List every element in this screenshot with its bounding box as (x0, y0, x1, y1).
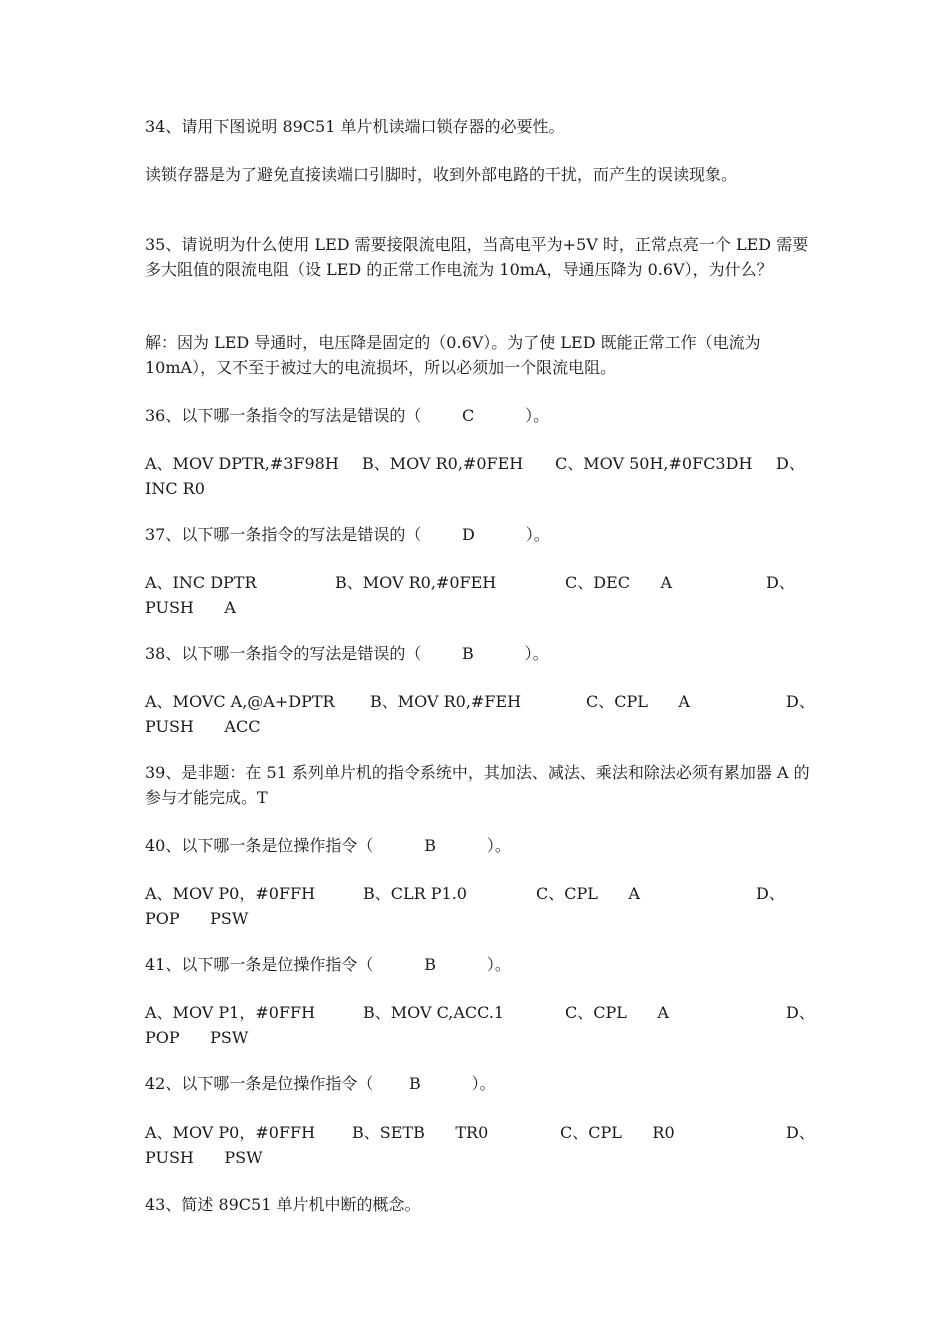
q38-option-a: A、MOVC A,@A+DPTR (145, 692, 335, 711)
q35-question: 35、请说明为什么使用 LED 需要接限流电阻，当高电平为+5V 时，正常点亮一个 LED 需要多大阻值的限流电阻（设 LED 的正常工作电流为 10mA，导通压降为 0.6V），为什么？ (145, 235, 809, 279)
q39-statement: 39、是非题：在 51 系列单片机的指令系统中，其加法、减法、乘法和除法必须有累加器 A 的参与才能完成。T (145, 763, 810, 807)
q37-option-a: A、INC DPTR (145, 573, 257, 592)
q41-question: 41、以下哪一条是位操作指令（ B ）。 (145, 955, 511, 974)
q36-option-d: D、 (776, 454, 805, 473)
q36-option-c: C、MOV 50H,#0FC3DH (555, 454, 753, 473)
q43-question: 43、简述 89C51 单片机中断的概念。 (145, 1195, 421, 1214)
q38-option-d: D、 (786, 692, 815, 711)
q40-option-b: B、CLR P1.0 (363, 884, 467, 903)
q36-option-b: B、MOV R0,#0FEH (362, 454, 524, 473)
q38-option-d-text: PUSH ACC (145, 717, 261, 736)
q42-option-b: B、SETB TR0 (352, 1123, 489, 1142)
q40-question: 40、以下哪一条是位操作指令（ B ）。 (145, 836, 511, 855)
q36-option-d-text: INC R0 (145, 479, 205, 498)
q37-option-b: B、MOV R0,#0FEH (335, 573, 497, 592)
q40-option-d: D、 (756, 884, 785, 903)
q38-option-b: B、MOV R0,#FEH (370, 692, 522, 711)
q40-option-c: C、CPL A (536, 884, 640, 903)
q42-option-a: A、MOV P0，#0FFH (145, 1123, 316, 1142)
q41-option-d: D、 (786, 1003, 815, 1022)
q36-question: 36、以下哪一条指令的写法是错误的（ C ）。 (145, 406, 550, 425)
q41-option-a: A、MOV P1，#0FFH (145, 1003, 316, 1022)
q38-option-c: C、CPL A (586, 692, 690, 711)
q41-option-c: C、CPL A (565, 1003, 669, 1022)
q41-option-d-text: POP PSW (145, 1028, 249, 1047)
q42-question: 42、以下哪一条是位操作指令（ B ）。 (145, 1074, 496, 1093)
q42-option-d-text: PUSH PSW (145, 1148, 263, 1167)
q34-answer: 读锁存器是为了避免直接读端口引脚时，收到外部电路的干扰，而产生的误读现象。 (145, 165, 738, 184)
q38-question: 38、以下哪一条指令的写法是错误的（ B ）。 (145, 644, 549, 663)
q37-option-d: D、 (766, 573, 795, 592)
q42-option-c: C、CPL R0 (560, 1123, 675, 1142)
q42-option-d: D、 (786, 1123, 815, 1142)
q37-option-d-text: PUSH A (145, 598, 236, 617)
q36-option-a: A、MOV DPTR,#3F98H (145, 454, 339, 473)
q40-option-a: A、MOV P0，#0FFH (145, 884, 316, 903)
q35-answer: 解：因为 LED 导通时，电压降是固定的（0.6V）。为了使 LED 既能正常工作（电流为 10mA），又不至于被过大的电流损坏，所以必须加一个限流电阻。 (145, 333, 766, 377)
q40-option-d-text: POP PSW (145, 909, 249, 928)
q37-option-c: C、DEC A (565, 573, 673, 592)
q37-question: 37、以下哪一条指令的写法是错误的（ D ）。 (145, 525, 550, 544)
q41-option-b: B、MOV C,ACC.1 (363, 1003, 505, 1022)
q34-question: 34、请用下图说明 89C51 单片机读端口锁存器的必要性。 (145, 117, 565, 136)
